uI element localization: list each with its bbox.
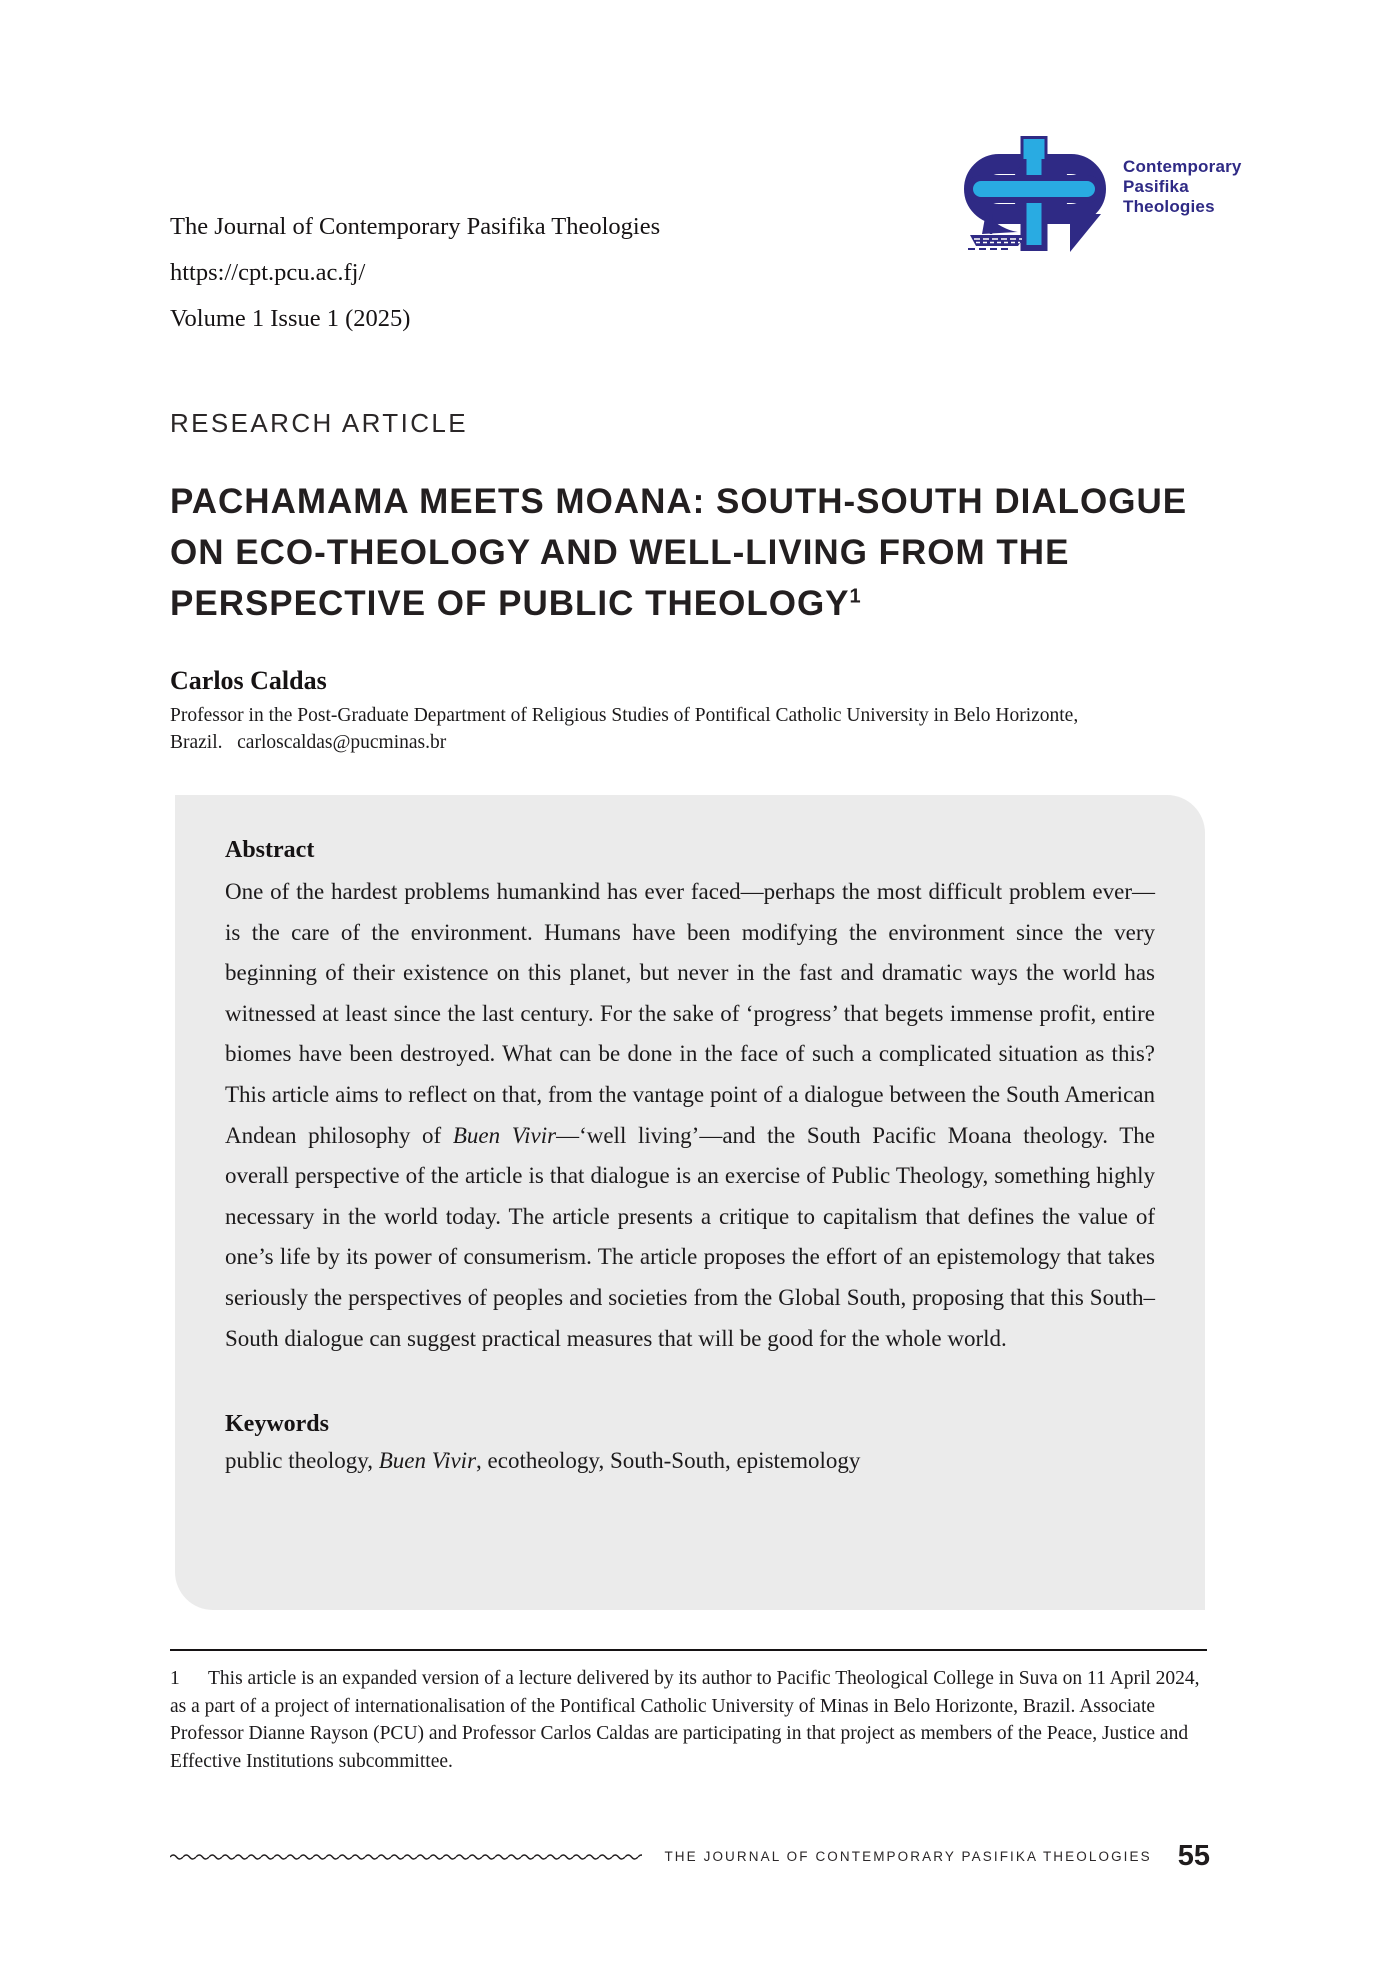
author-name: Carlos Caldas [170, 666, 327, 695]
footnote-reference[interactable]: 1 [849, 585, 862, 608]
footnote [170, 1665, 1212, 1775]
cpt-cross-vaka-logo-icon [960, 136, 1112, 258]
journal-name: The Journal of Contemporary Pasifika Theologies [170, 213, 661, 240]
article-title [170, 476, 1190, 629]
page-number: 55 [1177, 1839, 1210, 1872]
title-line-3-text: PERSPECTIVE OF PUBLIC THEOLOGY [170, 584, 850, 623]
footnote-text: This article is an expanded version of a lecture delivered by its author to Pacific Theological College in Suva on 11 April 2024, as a part of a project of internationalisation of the Pontifical Catholic University of Minas in Belo Horizonte, Brazil. Associate Professor Dianne Rayson (PCU) and Professor Carlos Caldas are participating in that project as members of the Peace, Justice and Effective Institutions subcommittee. [170, 1668, 1200, 1772]
keywords-heading: Keywords [225, 1411, 329, 1438]
abstract-heading: Abstract [225, 837, 315, 863]
title-line-2: ON ECO-THEOLOGY AND WELL-LIVING FROM THE [170, 533, 1070, 572]
logo-word-1: Contemporary [1123, 157, 1242, 176]
title-line-3 [170, 578, 1190, 629]
abstract-box [175, 795, 1205, 1610]
affiliation-text: Professor in the Post-Graduate Department of Religious Studies of Pontifical Catholic University in Belo Horizonte, Brazil. [170, 705, 1079, 753]
keywords-list: public theology, Buen Vivir, ecotheology, South-South, epistemology [225, 1448, 861, 1474]
footer-journal-label: THE JOURNAL OF CONTEMPORARY PASIFIKA THEOLOGIES [664, 1848, 1152, 1864]
logo-word-3: Theologies [1123, 197, 1215, 216]
journal-url-link[interactable]: https://cpt.pcu.ac.fj/ [170, 259, 366, 286]
footer-squiggle-icon [170, 1851, 642, 1861]
footnote-number: 1 [170, 1668, 180, 1689]
author-affiliation [170, 702, 1100, 756]
page-footer [170, 1837, 1210, 1875]
masthead [170, 204, 660, 342]
footnote-divider [170, 1649, 1207, 1651]
author-email-link[interactable]: carloscaldas@pucminas.br [237, 732, 447, 753]
logo-wordmark [1123, 157, 1242, 217]
article-type-kicker: RESEARCH ARTICLE [170, 408, 468, 438]
abstract-text: One of the hardest problems humankind has ever faced—perhaps the most difficult problem ever—is the care of the environment. Humans have been modifying the environment since the very beginning of their existence on this planet, but never in the fast and dramatic ways the world has witnessed at least since the last century. For the sake of ‘progress’ that begets immense profit, entire biomes have been destroyed. What can be done in the face of such a complicated situation as this? This article aims to reflect on that, from the vantage point of a dialogue between the South American Andean philosophy of Buen Vivir—‘well living’—and the South Pacific Moana theology. The overall perspective of the article is that dialogue is an exercise of Public Theology, something highly necessary in the world today. The article presents a critique to capitalism that defines the value of one’s life by its power of consumerism. The article proposes the effort of an epistemology that takes seriously the perspectives of peoples and societies from the Global South, proposing that this South–South dialogue can suggest practical measures that will be good for the whole world. [225, 879, 1156, 1351]
title-line-1: PACHAMAMA MEETS MOANA: SOUTH-SOUTH DIALOGUE [170, 482, 1188, 521]
volume-issue: Volume 1 Issue 1 (2025) [170, 305, 411, 332]
journal-logo [960, 136, 1290, 258]
logo-word-2: Pasifika [1123, 177, 1189, 196]
